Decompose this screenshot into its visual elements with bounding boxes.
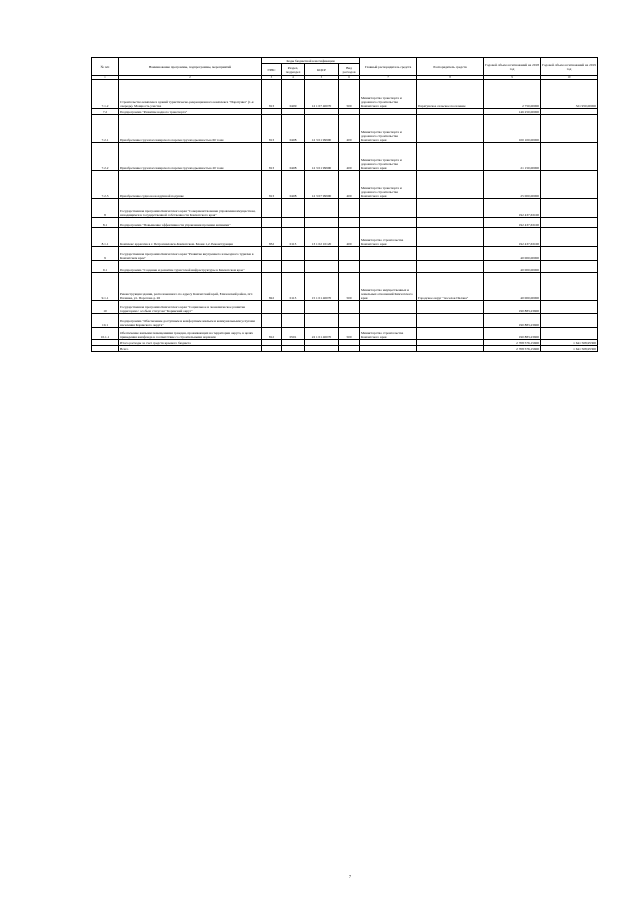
- row-grbs: [262, 218, 282, 228]
- row-name: Приобретение судна на воздушной подушке: [119, 171, 262, 199]
- row-sum-2018: 2 750,00000: [484, 80, 541, 109]
- row-name: Реконструкция здания, расположенного по адресу Камчатский край, Елизовский район, пгт. Паланка, ул. Поротова д. 26: [119, 273, 262, 301]
- row-num: 8: [92, 199, 119, 218]
- column-index-cell: 3: [262, 76, 282, 80]
- row-customer: Министерство транспорта и дорожного строительства Камчатского края: [360, 171, 417, 199]
- row-grbs: 832: [262, 228, 282, 247]
- row-sum-2018: 192 437,63100: [484, 218, 541, 228]
- row-customer: Министерство транспорта и дорожного строительства Камчатского края: [360, 143, 417, 171]
- col-customer: Главный распорядитель средств: [360, 58, 417, 76]
- row-customer: Министерство строительства Камчатского края: [360, 328, 417, 340]
- column-index-cell: 9: [484, 76, 541, 80]
- row-grbs: 813: [262, 171, 282, 199]
- row-kcsr: [305, 314, 339, 328]
- row-section: 0113: [282, 273, 305, 301]
- row-grbs: 813: [262, 115, 282, 143]
- row-kcsr: 12 1 07 40070: [305, 80, 339, 109]
- row-name: Всего: [119, 346, 262, 352]
- table-row: [92, 261, 598, 273]
- table-row: [92, 218, 598, 228]
- column-index-cell: 1: [92, 76, 119, 80]
- row-kvr: [339, 346, 360, 352]
- row-name: Приобретение грузопассажирского парома грузоподъемностью 20 тонн: [119, 143, 262, 171]
- row-num: 7.2.2: [92, 143, 119, 171]
- row-recipient: [417, 115, 484, 143]
- row-sum-2018: 40 000,00000: [484, 261, 541, 273]
- row-section: 0113: [282, 228, 305, 247]
- table-row: [92, 346, 598, 352]
- row-sum-2019: 1 641 508,95300: [541, 340, 598, 346]
- table-row: [92, 301, 598, 314]
- col-budget-class: Коды бюджетной классификации: [262, 58, 360, 64]
- row-grbs: [262, 199, 282, 218]
- row-name: Государственная программа Камчатского края "Социальное и экономическое развитие территории с особым статусом "Корякский округ": [119, 301, 262, 314]
- col-sum-2019: Годовой объем ассигнований на 2019 год: [541, 58, 598, 76]
- row-sum-2019: [541, 301, 598, 314]
- column-index-cell: 4: [282, 76, 305, 80]
- col-recipient: Распорядитель средств: [417, 58, 484, 76]
- row-section: [282, 247, 305, 261]
- row-sum-2019: [541, 314, 598, 328]
- row-recipient: Городское округ "поселок Палана": [417, 273, 484, 301]
- row-recipient: [417, 171, 484, 199]
- table-row: [92, 314, 598, 328]
- row-kvr: [339, 199, 360, 218]
- row-section: [282, 346, 305, 352]
- row-recipient: [417, 199, 484, 218]
- row-num: [92, 346, 119, 352]
- row-customer: Министерство строительства Камчатского края: [360, 228, 417, 247]
- row-kvr: [339, 301, 360, 314]
- row-section: [282, 199, 305, 218]
- row-kvr: [339, 218, 360, 228]
- row-kvr: [339, 247, 360, 261]
- table-row: [92, 247, 598, 261]
- row-recipient: [417, 314, 484, 328]
- row-name: Приобретение грузопассажирского парома грузоподъемностью 60 тонн: [119, 115, 262, 143]
- table-row: [92, 328, 598, 340]
- row-sum-2018: 192 437,63100: [484, 199, 541, 218]
- row-name: Государственная программа Камчатского края "Развитие внутреннего и въездного туризма в Камчатском крае": [119, 247, 262, 261]
- row-kcsr: [305, 346, 339, 352]
- row-kcsr: [305, 261, 339, 273]
- row-recipient: [417, 328, 484, 340]
- row-kcsr: [305, 199, 339, 218]
- row-recipient: [417, 228, 484, 247]
- row-section: [282, 314, 305, 328]
- row-grbs: [262, 247, 282, 261]
- row-section: [282, 218, 305, 228]
- row-section: [282, 261, 305, 273]
- row-customer: [360, 218, 417, 228]
- row-num: 10.1: [92, 314, 119, 328]
- row-sum-2019: [541, 328, 598, 340]
- row-sum-2019: [541, 261, 598, 273]
- row-section: 0501: [282, 328, 305, 340]
- row-num: 7.1.2: [92, 80, 119, 109]
- row-section: 0408: [282, 171, 305, 199]
- row-kvr: 400: [339, 115, 360, 143]
- row-sum-2018: 2 708 576,15600: [484, 346, 541, 352]
- budget-sheet: [91, 57, 597, 352]
- row-kvr: [339, 314, 360, 328]
- row-section: 0408: [282, 115, 305, 143]
- row-kcsr: [305, 247, 339, 261]
- row-sum-2019: [541, 247, 598, 261]
- row-name: Подпрограмма "Развитие водного транспорта": [119, 109, 262, 115]
- row-num: 10: [92, 301, 119, 314]
- row-grbs: 812: [262, 328, 282, 340]
- col-kvr: Вид расходов: [339, 64, 360, 76]
- table-row: [92, 80, 598, 109]
- row-section: 0409: [282, 80, 305, 109]
- column-index-cell: 8: [417, 76, 484, 80]
- row-grbs: 813: [262, 143, 282, 171]
- row-kvr: 400: [339, 228, 360, 247]
- row-grbs: [262, 346, 282, 352]
- row-kcsr: 13 1 02 10120: [305, 228, 339, 247]
- row-sum-2019: 321 950,00000: [541, 80, 598, 109]
- row-num: 9: [92, 247, 119, 261]
- row-grbs: 822: [262, 273, 282, 301]
- row-sum-2019: 1 641 508,95300: [541, 346, 598, 352]
- row-kvr: 500: [339, 328, 360, 340]
- row-sum-2019: [541, 218, 598, 228]
- row-kcsr: 12 3 01 99990: [305, 115, 339, 143]
- row-name: Подпрограмма "Обеспечение доступным и комфортным жильем и коммунальными услугами населения Корякского округа": [119, 314, 262, 328]
- table-body: [92, 80, 598, 352]
- row-sum-2018: 100 100,00000: [484, 115, 541, 143]
- row-customer: [360, 314, 417, 328]
- row-customer: [360, 247, 417, 261]
- column-index-cell: 10: [541, 76, 598, 80]
- budget-table: [91, 57, 598, 352]
- table-row: [92, 115, 598, 143]
- row-kcsr: [305, 301, 339, 314]
- row-recipient: [417, 346, 484, 352]
- row-customer: Министерство транспорта и дорожного строительства Камчатского края: [360, 115, 417, 143]
- row-customer: Министерство транспорта и дорожного строительства Камчатского края: [360, 80, 417, 109]
- column-index-cell: 5: [305, 76, 339, 80]
- table-row: [92, 143, 598, 171]
- row-kcsr: [305, 218, 339, 228]
- row-section: [282, 301, 305, 314]
- column-index-cell: 7: [360, 76, 417, 80]
- row-kvr: 400: [339, 143, 360, 171]
- row-sum-2018: 146 250,00000: [484, 109, 541, 115]
- row-recipient: [417, 143, 484, 171]
- page-number: 7: [349, 874, 351, 879]
- row-num: 9.1: [92, 261, 119, 273]
- column-index-cell: 6: [339, 76, 360, 80]
- row-name: Итого расходы за счет средств краевого бюджета: [119, 340, 262, 346]
- row-num: 7.2.1: [92, 115, 119, 143]
- row-section: 0408: [282, 143, 305, 171]
- row-grbs: [262, 301, 282, 314]
- row-kvr: 500: [339, 80, 360, 109]
- row-sum-2018: 40 000,00000: [484, 273, 541, 301]
- row-recipient: [417, 218, 484, 228]
- row-grbs: [262, 261, 282, 273]
- row-name: Государственная программа Камчатского края "Совершенствование управления имуществом, находящимся в государственной собственности Камчатского края": [119, 199, 262, 218]
- row-sum-2018: 25 000,00000: [484, 171, 541, 199]
- row-kcsr: 22 1 01 40070: [305, 328, 339, 340]
- table-row: [92, 171, 598, 199]
- col-num: № п/п: [92, 58, 119, 76]
- row-recipient: Паратунское сельское поселение: [417, 80, 484, 109]
- row-grbs: 813: [262, 80, 282, 109]
- row-num: 7.2.3: [92, 171, 119, 199]
- col-section: Раздел, подраздел: [282, 64, 305, 76]
- row-name: Обеспечение жилыми помещениями граждан, проживающих на территории округа, в целях приведения жилфонда в соответствие со строительными нормами: [119, 328, 262, 340]
- row-sum-2018: 21 150,00000: [484, 143, 541, 171]
- row-kcsr: 12 3 07 99990: [305, 171, 339, 199]
- row-kvr: 500: [339, 273, 360, 301]
- table-row: [92, 228, 598, 247]
- table-row: [92, 273, 598, 301]
- row-customer: [360, 301, 417, 314]
- row-kvr: [339, 261, 360, 273]
- row-name: Комплекс apparatus в г. Петропавловск-Камчатском. Блоки 1,2. Реконструкция: [119, 228, 262, 247]
- row-num: 10.1.1: [92, 328, 119, 340]
- row-sum-2018: 40 000,00000: [484, 247, 541, 261]
- row-customer: [360, 346, 417, 352]
- col-grbs: ГРБС: [262, 64, 282, 76]
- row-sum-2019: [541, 115, 598, 143]
- row-kcsr: 15 1 01 40070: [305, 273, 339, 301]
- row-sum-2019: [541, 143, 598, 171]
- row-sum-2018: 190 883,23600: [484, 328, 541, 340]
- row-recipient: [417, 261, 484, 273]
- row-kvr: 400: [339, 171, 360, 199]
- row-recipient: [417, 301, 484, 314]
- row-num: 8.1: [92, 218, 119, 228]
- row-name: Подпрограмма "Создание и развитие туристской инфраструктуры в Камчатском крае": [119, 261, 262, 273]
- row-recipient: [417, 247, 484, 261]
- row-sum-2018: 190 883,23600: [484, 301, 541, 314]
- column-index-cell: 2: [119, 76, 262, 80]
- row-sum-2018: 190 883,23600: [484, 314, 541, 328]
- row-sum-2019: [541, 273, 598, 301]
- col-sum-2018: Годовой объем ассигнований на 2018 год: [484, 58, 541, 76]
- row-name: Подпрограмма "Повышение эффективности управления прочими активами": [119, 218, 262, 228]
- row-sum-2019: [541, 171, 598, 199]
- row-sum-2019: [541, 199, 598, 218]
- row-num: 7.2: [92, 109, 119, 115]
- col-name: Наименование программы, подпрограммы, мероприятий: [119, 58, 262, 76]
- row-name: Строительство комплекса зданий туристическо-рекреационного комплекса "Паратунка" (1-я очередь). Мощность участка: [119, 80, 262, 109]
- row-sum-2018: 2 708 576,15600: [484, 340, 541, 346]
- row-sum-2018: 192 437,63100: [484, 228, 541, 247]
- row-sum-2019: [541, 228, 598, 247]
- row-num: 9.1.1: [92, 273, 119, 301]
- row-grbs: [262, 314, 282, 328]
- col-kcsr: КЦСР: [305, 64, 339, 76]
- row-customer: [360, 261, 417, 273]
- table-row: [92, 199, 598, 218]
- row-customer: Министерство имущественных и земельных отношений Камчатского края: [360, 273, 417, 301]
- row-num: 8.1.1: [92, 228, 119, 247]
- row-customer: [360, 199, 417, 218]
- row-kcsr: 12 3 01 99990: [305, 143, 339, 171]
